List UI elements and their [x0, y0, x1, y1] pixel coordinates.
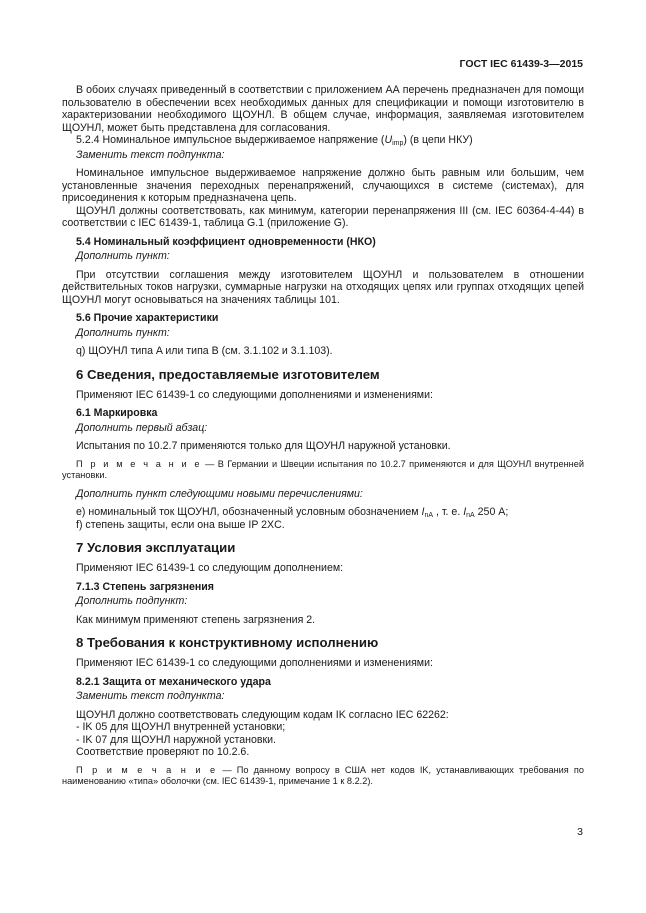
instruction-replace-subpoint: Заменить текст подпункта:	[76, 148, 225, 161]
item-ik07: - IK 07 для ЩОУНЛ наружной установки.	[76, 733, 276, 746]
paragraph-pollution-degree: Как минимум применяют степень загрязнения 2.	[76, 613, 316, 626]
paragraph-section-6-intro: Применяют IEC 61439-1 со следующими дополнениями и изменениями:	[76, 388, 433, 401]
page-number: 3	[577, 826, 583, 838]
paragraph-section-8-intro: Применяют IEC 61439-1 со следующими дополнениями и изменениями:	[76, 657, 433, 669]
instruction-replace-subpoint-2: Заменить текст подпункта:	[76, 690, 225, 702]
heading-5-6: 5.6 Прочие характеристики	[76, 312, 219, 324]
paragraph-tests-outdoor: Испытания по 10.2.7 применяются только для ЩОУНЛ наружной установки.	[76, 440, 451, 452]
instruction-add-point: Дополнить пункт:	[76, 250, 170, 262]
instruction-add-first-paragraph: Дополнить первый абзац:	[76, 421, 208, 434]
heading-section-6: 6 Сведения, предоставляемые изготовителем	[76, 366, 380, 382]
paragraph-impulse-voltage: Номинальное импульсное выдерживаемое напряжение должно быть равным или большим, чем установленные значения переходных перенапряжений, случающихся в системе (системах), для присоединения к которым предназначена цепь.	[62, 167, 584, 204]
item-f: f) степень защиты, если она выше IP 2XC.	[76, 518, 285, 531]
instruction-add-subpoint: Дополнить подпункт:	[76, 595, 188, 607]
paragraph-ik-codes: ЩОУНЛ должно соответствовать следующим кодам IK согласно IEC 62262:	[76, 708, 449, 721]
heading-7-1-3: 7.1.3 Степень загрязнения	[76, 580, 214, 593]
item-e: e) номинальный ток ЩОУНЛ, обозначенный условным обозначением $I_{nA}$ , т. е. $I_{nA}$ 250 А;	[76, 506, 509, 519]
paragraph-diversity-factor: При отсутствии соглашения между изготовителем ЩОУНЛ и пользователем в отношении действительных токов нагрузки, суммарные нагрузки на отходящих цепях или группах отходящих цепей ЩОУНЛ могут основываться на значениях таблицы 101.	[62, 268, 584, 306]
heading-section-8: 8 Требования к конструктивному исполнению	[76, 635, 379, 650]
page-content	[62, 84, 584, 788]
heading-5-4: 5.4 Номинальный коэффициент одновременности (НКО)	[76, 235, 376, 248]
item-q: q) ЩОУНЛ типа A или типа B (см. 3.1.102 и 3.1.103).	[76, 345, 333, 357]
note-usa-ik: П р и м е ч а н и е — По данному вопросу в США нет кодов IK, устанавливающих требования по наименованию «типа» оболочки (см. IEC 61439-1, примечание 1 к 8.2.2).	[62, 764, 584, 786]
heading-8-2-1: 8.2.1 Защита от механического удара	[76, 675, 271, 688]
instruction-add-point-2: Дополнить пункт:	[76, 326, 170, 339]
document-header: ГОСТ IEC 61439-3—2015	[459, 58, 583, 70]
note-germany-sweden: П р и м е ч а н и е — В Германии и Швеции испытания по 10.2.7 применяются и для ЩОУНЛ внутренней установки.	[62, 458, 584, 480]
item-ik05: - IK 05 для ЩОУНЛ внутренней установки;	[76, 721, 286, 733]
instruction-add-enumerations: Дополнить пункт следующими новыми перечислениями:	[76, 487, 363, 500]
heading-6-1: 6.1 Маркировка	[76, 407, 158, 419]
paragraph-compliance: Соответствие проверяют по 10.2.6.	[76, 746, 250, 758]
paragraph-overvoltage-category: ЩОУНЛ должны соответствовать, как минимум, категории перенапряжения III (см. IEC 60364-4-44) в соответствии с IEC 61439-1, таблица G.1 (приложение G).	[62, 204, 584, 229]
paragraph-section-7-intro: Применяют IEC 61439-1 со следующим дополнением:	[76, 562, 344, 574]
subclause-5-2-4-title: 5.2.4 Номинальное импульсное выдерживаемое напряжение $(U_{imp})$ (в цепи НКУ)	[76, 134, 473, 147]
paragraph-annex-aa: В обоих случаях приведенный в соответствии с приложением АА перечень предназначен для помощи пользователю в обеспечении всех необходимых данных для спецификации и помощи изготовителю в характеризовании необходимого ЩОУНЛ. В общем случае, информация, заявляемая изготовителем ЩОУНЛ, может быть представлена для согласования.	[62, 84, 584, 134]
heading-section-7: 7 Условия эксплуатации	[76, 540, 236, 555]
